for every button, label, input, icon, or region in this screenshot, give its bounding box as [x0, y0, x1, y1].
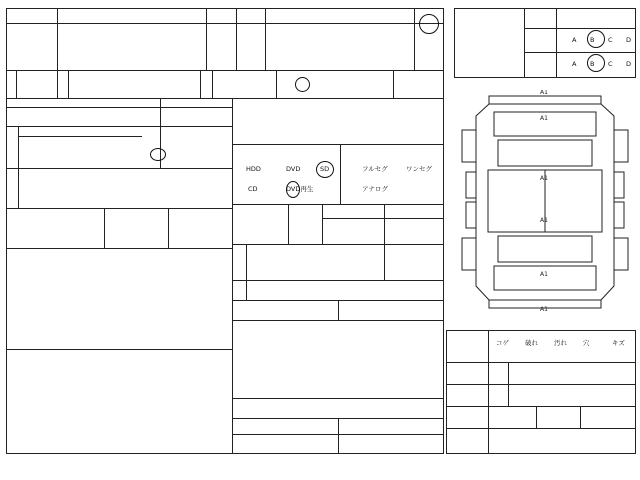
nav-item: CD: [248, 185, 258, 193]
nav-items: [232, 158, 340, 204]
grade-option: B: [590, 60, 595, 68]
room-options: [488, 340, 636, 352]
grade-option: B: [590, 36, 595, 44]
form-left: [6, 8, 444, 454]
part-label: A1: [540, 175, 548, 182]
grade-option: C: [608, 36, 613, 44]
grade-option: A: [572, 60, 577, 68]
room-option: 破れ: [525, 339, 538, 347]
nav-item: DVD再生: [286, 185, 314, 193]
drive-2wd-circle: [419, 14, 439, 34]
nav-item: SD: [320, 165, 330, 173]
tv-item: フルセグ: [362, 165, 388, 173]
nav-item: HDD: [246, 165, 261, 173]
part-label: A1: [540, 90, 548, 96]
room-option: 穴: [583, 339, 590, 347]
grade-option: D: [626, 36, 632, 44]
int-b-circle: [587, 54, 605, 72]
room-option: 汚れ: [554, 339, 567, 347]
car-damage-diagram: [454, 90, 636, 312]
grade-option: D: [626, 60, 632, 68]
tv-items: [340, 158, 444, 204]
grade-option: C: [608, 60, 613, 68]
mileage-digits: [18, 126, 142, 168]
part-label: A1: [540, 306, 548, 312]
room-option: コゲ: [496, 339, 509, 347]
ext-b-circle: [587, 30, 605, 48]
tv-item: アナログ: [362, 185, 388, 193]
equip-row: [235, 100, 444, 144]
part-label: A1: [540, 217, 548, 224]
grade-option: A: [572, 36, 577, 44]
room-option: キズ: [612, 339, 625, 347]
part-label: A1: [540, 115, 548, 122]
part-label: A1: [540, 271, 548, 278]
nav-item: DVD: [286, 165, 301, 173]
fuel-g-circle: [295, 77, 310, 92]
tv-item: ワンセグ: [406, 165, 432, 173]
km-circle: [150, 148, 166, 161]
